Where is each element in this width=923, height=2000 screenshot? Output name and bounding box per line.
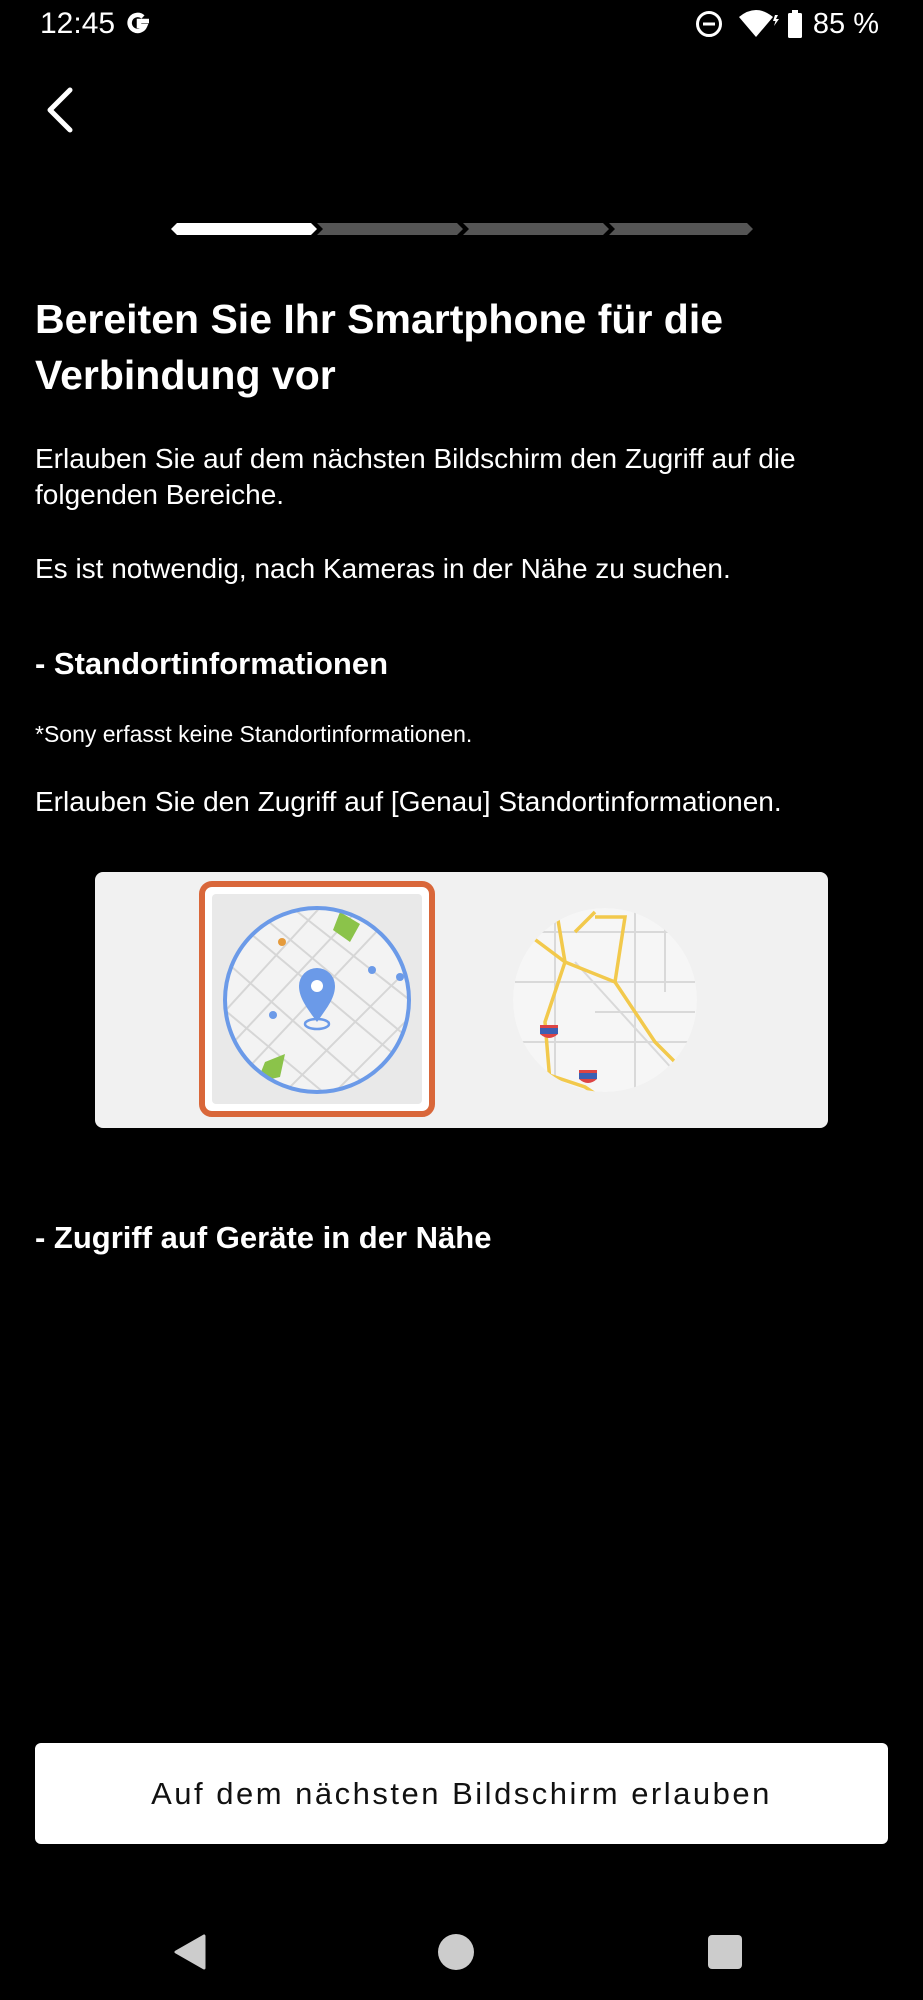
progress-step-1 (171, 223, 317, 235)
precise-location-map-icon (202, 884, 432, 1114)
page-title: Bereiten Sie Ihr Smartphone für die Verbindung vor (35, 296, 724, 398)
step-progress (171, 223, 753, 235)
location-illustration (95, 872, 828, 1128)
location-heading: - Standortinformationen (35, 646, 389, 681)
do-not-disturb-icon (695, 10, 723, 38)
chevron-left-icon (40, 85, 80, 135)
wifi-icon (737, 9, 781, 39)
battery-percent: 85 % (812, 7, 879, 40)
status-bar (0, 0, 923, 48)
progress-step-3 (463, 223, 609, 235)
status-icons (695, 6, 879, 42)
system-nav-bar (0, 1900, 923, 2000)
location-note: *Sony erfasst keine Standortinformationen. (35, 721, 473, 747)
recents-square-icon[interactable] (705, 1932, 745, 1972)
status-time: 12:45 (40, 7, 116, 40)
intro-text: Erlauben Sie auf dem nächsten Bildschirm den Zugriff auf die folgenden Bereiche. (35, 443, 796, 510)
back-triangle-icon[interactable] (170, 1932, 210, 1972)
allow-on-next-screen-button[interactable]: Auf dem nächsten Bildschirm erlauben (35, 1743, 888, 1844)
reason-text: Es ist notwendig, nach Kameras in der Nähe zu suchen. (35, 553, 731, 584)
home-circle-icon[interactable] (436, 1932, 476, 1972)
approximate-location-map-icon (513, 902, 697, 1107)
progress-step-2 (317, 223, 463, 235)
battery-icon (787, 10, 803, 38)
back-button[interactable] (30, 80, 90, 140)
nearby-devices-heading: - Zugriff auf Geräte in der Nähe (35, 1220, 492, 1255)
google-g-icon (125, 9, 153, 39)
progress-step-4 (609, 223, 753, 235)
location-instruction: Erlauben Sie den Zugriff auf [Genau] Standortinformationen. (35, 786, 782, 817)
location-illustration-graphic (95, 872, 828, 1128)
